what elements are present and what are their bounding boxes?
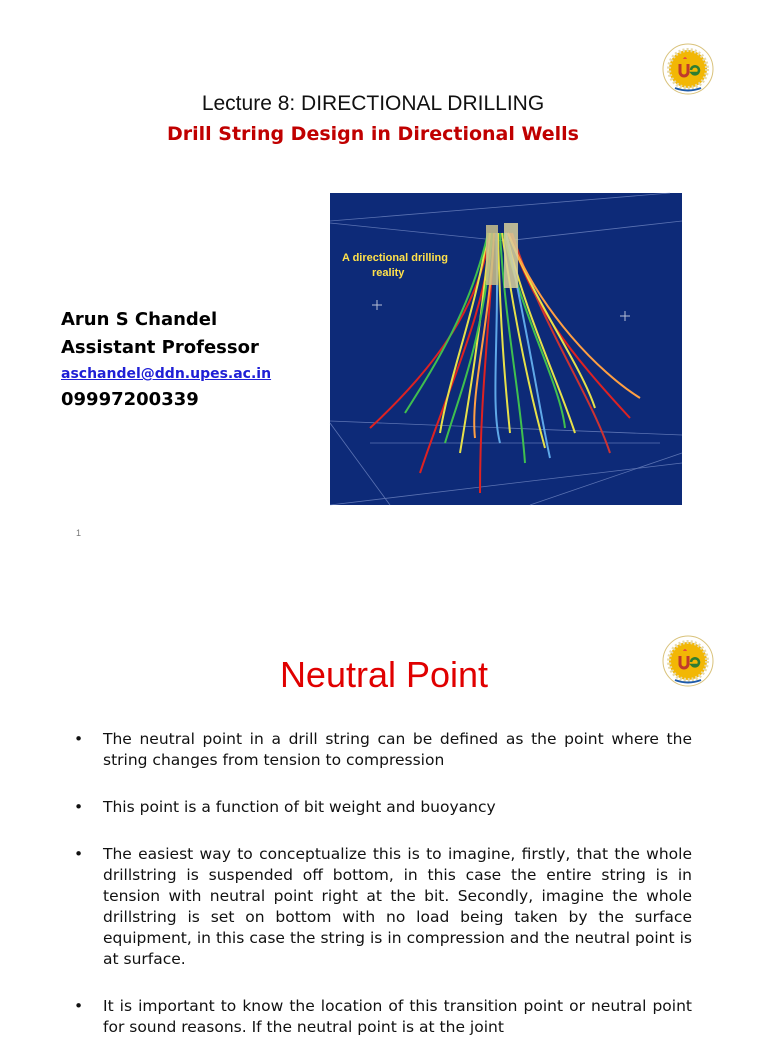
list-item xyxy=(74,844,692,970)
list-item xyxy=(74,729,692,771)
bullet-icon: • xyxy=(74,798,84,816)
slide-title: Neutral Point xyxy=(279,654,489,695)
university-logo-icon xyxy=(661,42,715,96)
bullet-icon: • xyxy=(74,997,84,1015)
author-block xyxy=(61,306,271,414)
list-item xyxy=(74,996,692,1038)
author-phone: 09997200339 xyxy=(61,389,199,410)
bullet-list xyxy=(74,729,692,1064)
bullet-text: It is important to know the location of this transition point or neutral point for sound reasons. If the neutral point is at the joint xyxy=(103,997,692,1036)
author-email-link[interactable]: aschandel@ddn.upes.ac.in xyxy=(61,366,272,382)
directional-drilling-image xyxy=(330,193,682,505)
bullet-text: The easiest way to conceptualize this is to imagine, firstly, that the whole drillstring is suspended off bottom, in this case the entire string is in tension with neutral point right at the bit. Secondly, imagine the whole drillstring is set on bottom with no load being taken by the surface equipment, in this case the string is in compression and the neutral point is at surface. xyxy=(103,845,692,968)
image-caption-line1: A directional drilling xyxy=(342,252,448,264)
list-item xyxy=(74,797,692,818)
bullet-icon: • xyxy=(74,730,84,748)
lecture-subtitle: Drill String Design in Directional Wells xyxy=(167,123,579,145)
lecture-title: Lecture 8: DIRECTIONAL DRILLING xyxy=(201,92,545,115)
bullet-text: This point is a function of bit weight and buoyancy xyxy=(103,798,496,816)
page-number: 1 xyxy=(76,528,82,538)
author-name: Arun S Chandel xyxy=(61,309,218,330)
image-caption-line2: reality xyxy=(372,267,405,279)
bullet-text: The neutral point in a drill string can be defined as the point where the string changes from tension to compression xyxy=(103,730,692,769)
bullet-icon: • xyxy=(74,845,84,863)
author-role: Assistant Professor xyxy=(61,337,259,358)
